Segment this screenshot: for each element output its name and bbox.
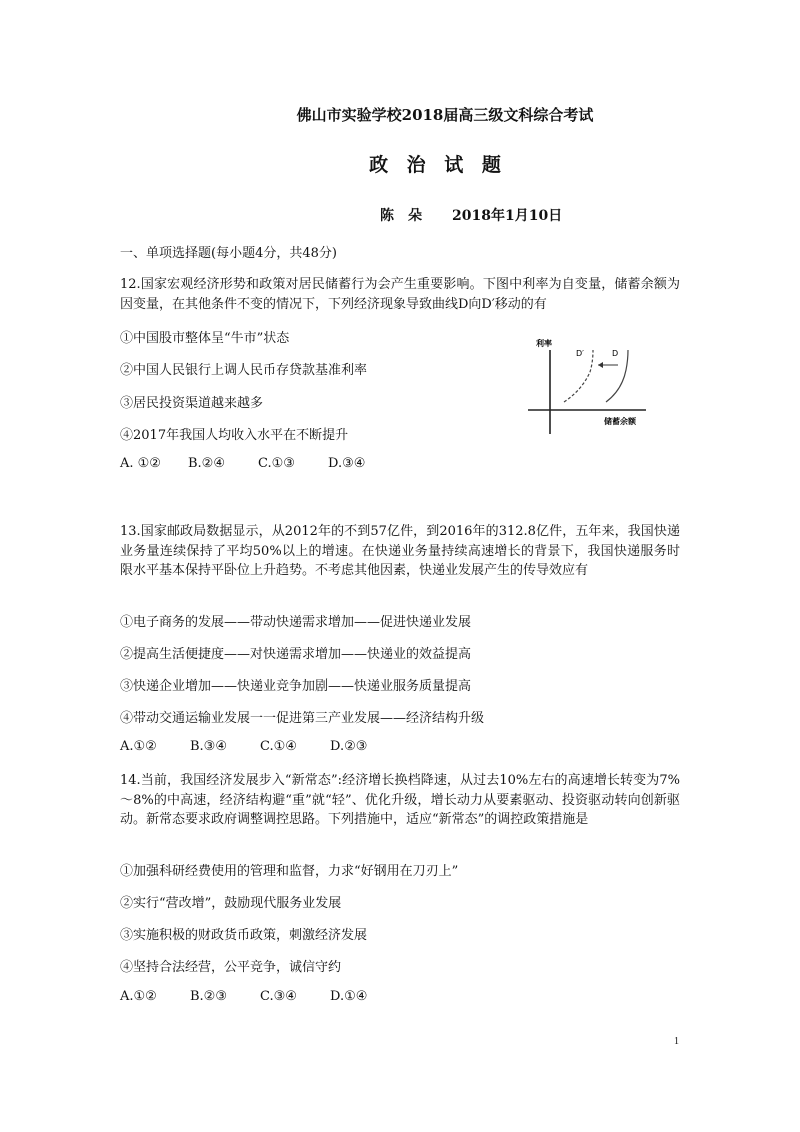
question-14-item-1: ①加强科研经费使用的管理和监督，力求“好钢用在刀刃上” [120,864,459,879]
choice-a: A.①② [120,739,157,754]
question-13-item-4: ④带动交通运输业发展一一促进第三产业发展——经济结构升级 [120,711,485,726]
question-13-item-3: ③快递企业增加——快递业竞争加剧——快递业服务质量提高 [120,679,472,694]
choice-c: C.①④ [260,739,297,754]
choice-b: B.③④ [190,739,227,754]
question-12-item-1: ①中国股市整体呈“牛市”状态 [120,331,290,346]
question-14-choices [120,989,367,1004]
question-14-item-3: ③实施积极的财政货币政策，刺激经济发展 [120,928,368,943]
question-14-item-2: ②实行“营改增”，鼓励现代服务业发展 [120,896,342,911]
exam-date: 2018年1月10日 [452,208,563,224]
x-axis-label: 储蓄余额 [604,417,636,426]
section-heading: 一、单项选择题(每小题4分，共48分) [120,246,337,261]
choice-b: B.②③ [190,989,227,1004]
curve-d-label: D [612,349,619,358]
question-14-stem: 14.当前，我国经济发展步入“新常态”:经济增长换档降速，从过去10%左右的高速增长转变为7%～8%的中高速，经济结构避“重”就“轻”、优化升级，增长动力从要素驱动、投资驱动转向创新驱动。新常态要求政府调整调控思路。下列措施中，适应“新常态”的调控政策措施是 [120,773,680,827]
question-13-item-2: ②提高生活便捷度——对快递需求增加——快递业的效益提高 [120,647,472,662]
page-number: 1 [674,1036,679,1047]
question-12-choices [120,456,365,471]
interest-savings-figure [520,330,655,440]
subject-title: 政 治 试 题 [369,154,507,176]
author-name: 陈 朵 [380,208,422,224]
question-12-stem: 12.国家宏观经济形势和政策对居民储蓄行为会产生重要影响。下图中利率为自变量，储蓄余额为因变量，在其他条件不变的情况下，下列经济现象导致曲线D向D′移动的有 [120,277,680,312]
choice-b: B.②④ [188,456,225,471]
question-13-item-1: ①电子商务的发展——带动快递需求增加——促进快递业发展 [120,615,472,630]
question-13-choices [120,739,367,754]
curve-d-prime-label: D′ [576,349,584,358]
arrow-head [598,362,603,368]
question-13-stem: 13.国家邮政局数据显示，从2012年的不到57亿件，到2016年的312.8亿件，五年来，我国快递业务量连续保持了平均50%以上的增速。在快递业务量持续高速增长的背景下，我国快递服务时限水平基本保持平卧位上升趋势。不考虑其他因素，快递业发展产生的传导效应有 [120,524,680,578]
choice-d: D.③④ [328,456,366,471]
choice-a: A. ①② [120,456,161,471]
question-12-item-3: ③居民投资渠道越来越多 [120,396,264,411]
choice-d: D.①④ [330,989,368,1004]
choice-c: C.③④ [260,989,297,1004]
question-14-item-4: ④坚持合法经营，公平竞争，诚信守约 [120,960,342,975]
author-line [380,205,562,225]
choice-a: A.①② [120,989,157,1004]
choice-c: C.①③ [258,456,295,471]
y-axis-label: 利率 [536,339,552,348]
question-12-item-2: ②中国人民银行上调人民币存贷款基准利率 [120,363,368,378]
question-12-item-4: ④2017年我国人均收入水平在不断提升 [120,428,349,443]
choice-d: D.②③ [330,739,368,754]
school-title: 佛山市实验学校2018届高三级文科综合考试 [296,106,594,124]
